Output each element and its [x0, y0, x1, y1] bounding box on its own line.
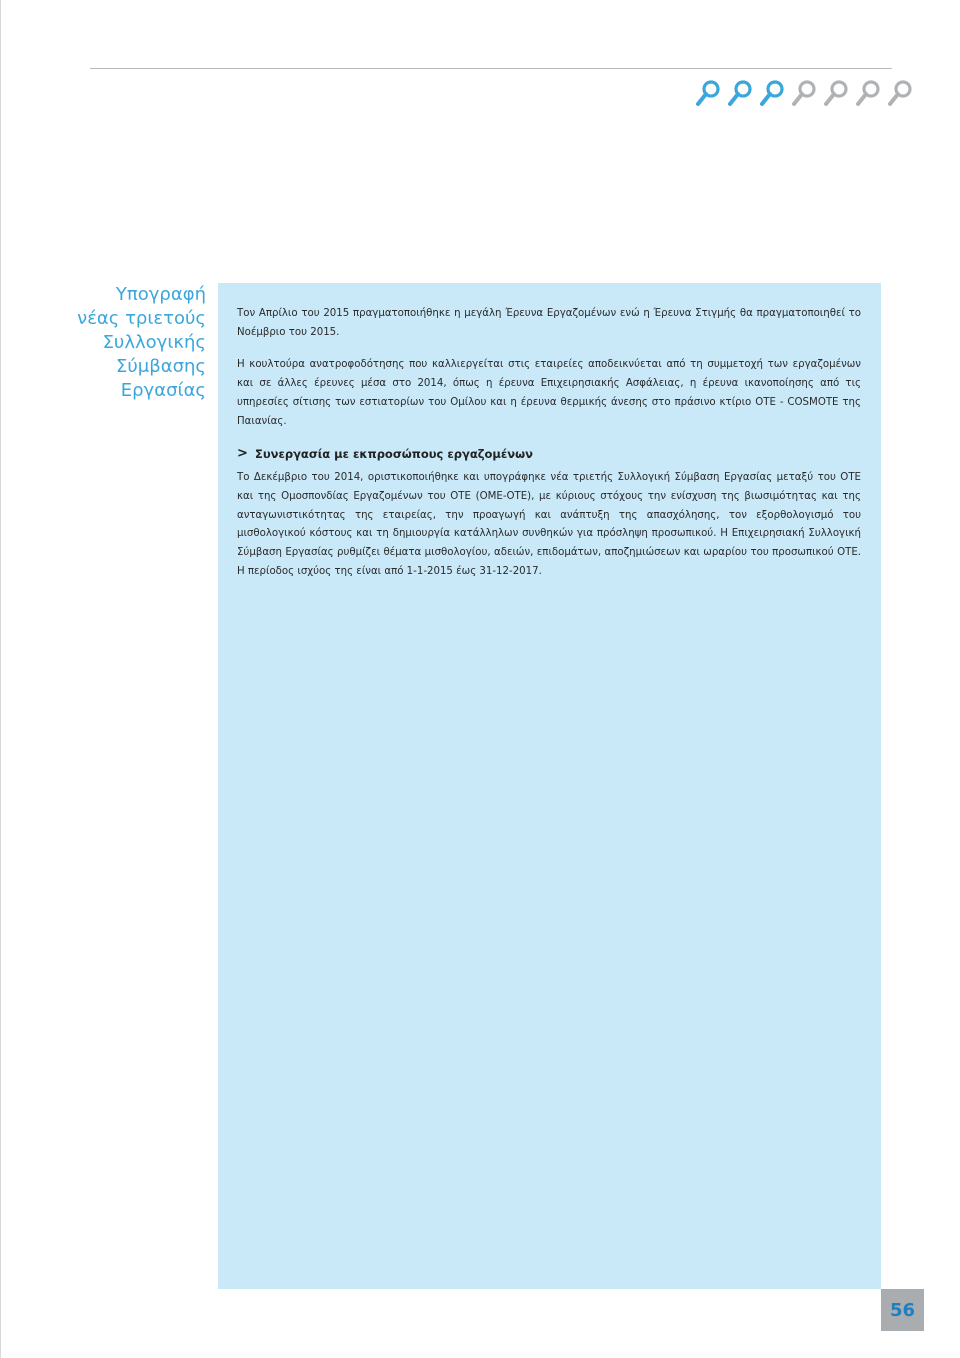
page-number: 56	[881, 1289, 924, 1331]
paragraph-collective-agreement: Το Δεκέμβριο του 2014, οριστικοποιήθηκε και υπογράφηκε νέα τριετής Συλλογική Σύμβαση Εργασίας μεταξύ του ΟΤΕ και της Ομοσπονδίας Εργαζομένων του ΟΤΕ (ΟΜΕ-ΟΤΕ), με κύριους στόχους την ενίσχυση της βιωσιμότητας και της ανταγωνιστικότητας της εταιρείας, την προαγωγή και ανάπτυξη της απασχόλησης, τον εξορθολογισμό του μισθολογικού κόστους και τη δημιουργία κατάλληλων συνθηκών για πρόσληψη προσωπικού. Η Επιχειρησιακή Συλλογική Σύμβαση Εργασίας ρυθμίζει θέματα μισθολογίου, αδειών, επιδομάτων, αποζημιώσεων και ωραρίου του προσωπικού ΟΤΕ. Η περίοδος ισχύος της είναι από 1-1-2015 έως 31-12-2017.	[237, 472, 861, 577]
body-text	[237, 305, 861, 581]
sidebar-title	[40, 283, 206, 403]
magnifier-icon-filled	[694, 78, 722, 108]
magnifier-icon-filled	[758, 78, 786, 108]
page-left-edge	[0, 0, 1, 1358]
section-heading	[237, 443, 861, 465]
sidebar-title-line: Συλλογικής	[102, 332, 206, 353]
sidebar-title-line: Υπογραφή	[115, 284, 206, 305]
sidebar-title-line: Σύμβασης	[116, 356, 206, 377]
header-rule	[90, 68, 892, 69]
rating-magnifiers	[694, 78, 914, 108]
magnifier-icon-outline	[790, 78, 818, 108]
paragraph-survey: Τον Απρίλιο του 2015 πραγματοποιήθηκε η μεγάλη Έρευνα Εργαζομένων ενώ η Έρευνα Στιγμής θα πραγματοποιηθεί το Νοέμβριο του 2015.	[237, 308, 861, 338]
section-heading-text: Συνεργασία με εκπροσώπους εργαζομένων	[255, 447, 533, 462]
magnifier-icon-filled	[726, 78, 754, 108]
paragraph-feedback-culture: Η κουλτούρα ανατροφοδότησης που καλλιεργείται στις εταιρείες αποδεικνύεται από τη συμμετοχή των εργαζομένων και σε άλλες έρευνες μέσα στο 2014, όπως η έρευνα Επιχειρησιακής Ασφάλειας, η έρευνα ικανοποίησης από τις υπηρεσίες σίτισης των εστιατορίων του Ομίλου και η έρευνα θερμικής άνεσης στο πράσινο κτίριο ΟΤΕ - COSMOTE της Παιανίας.	[237, 359, 861, 427]
chevron-right-icon: >	[237, 446, 248, 462]
sidebar-title-line: νέας τριετούς	[77, 308, 206, 329]
magnifier-icon-outline	[886, 78, 914, 108]
magnifier-icon-outline	[854, 78, 882, 108]
sidebar-title-line: Εργασίας	[120, 380, 206, 401]
magnifier-icon-outline	[822, 78, 850, 108]
